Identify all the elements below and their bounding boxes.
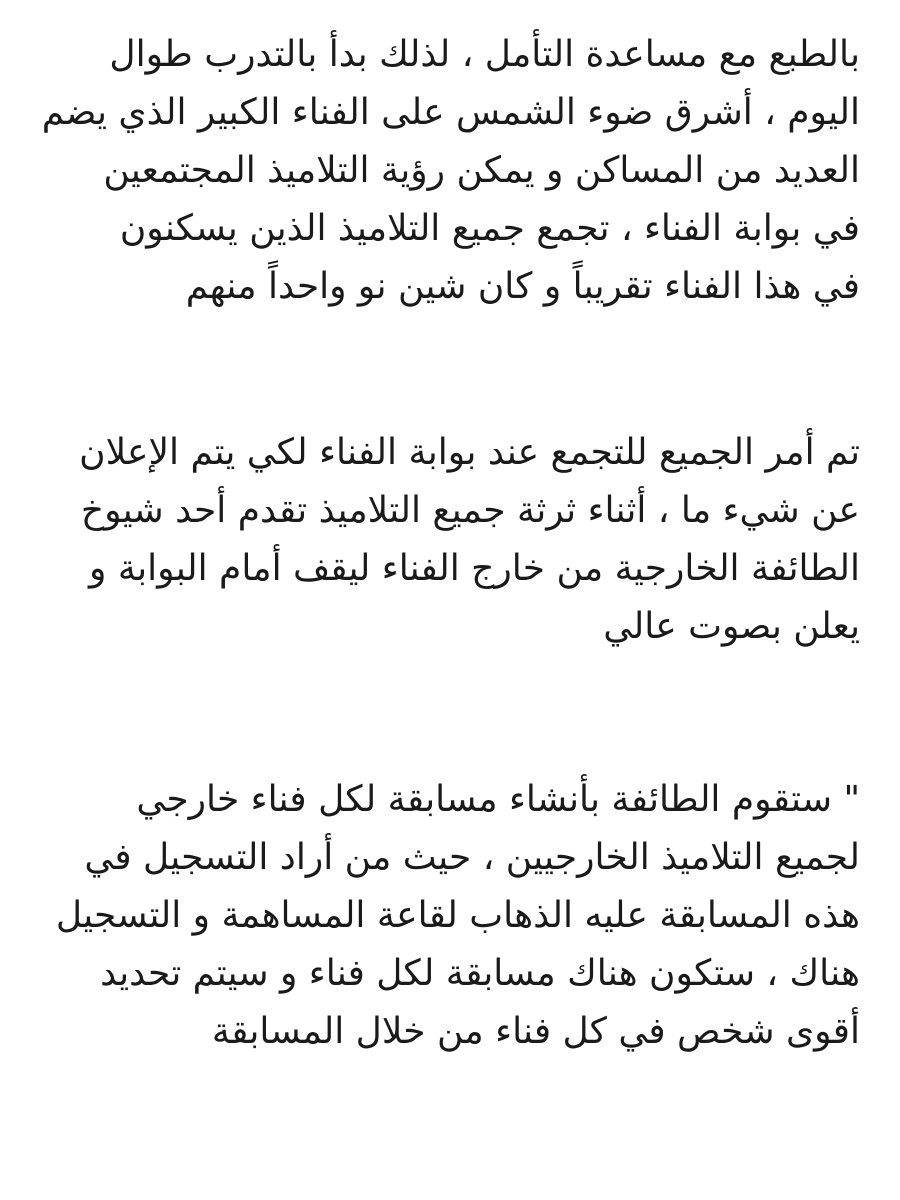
paragraph-line: هناك ، ستكون هناك مسابقة لكل فناء و سيتم تحديد [100, 953, 860, 994]
paragraph-line: الطائفة الخارجية من خارج الفناء ليقف أمام البوابة و [89, 548, 860, 589]
paragraph-1 [40, 26, 860, 316]
paragraph-line: لجميع التلاميذ الخارجيين ، حيث من أراد التسجيل في [84, 837, 860, 878]
paragraph-line: العديد من المساكن و يمكن رؤية التلاميذ المجتمعين [103, 150, 860, 191]
paragraph-3 [40, 771, 860, 1061]
paragraph-line: هذه المسابقة عليه الذهاب لقاعة المساهمة و التسجيل [55, 895, 860, 936]
paragraph-line: بالطبع مع مساعدة التأمل ، لذلك بدأ بالتدرب طوال [109, 34, 860, 75]
paragraph-line: يعلن بصوت عالي [603, 606, 860, 647]
paragraph-line: اليوم ، أشرق ضوء الشمس على الفناء الكبير الذي يضم [41, 92, 860, 133]
paragraph-2 [40, 424, 860, 656]
paragraph-line: أقوى شخص في كل فناء من خلال المسابقة [211, 1011, 860, 1052]
paragraph-line: تم أمر الجميع للتجمع عند بوابة الفناء لكي يتم الإعلان [79, 432, 860, 473]
paragraph-line: في بوابة الفناء ، تجمع جميع التلاميذ الذين يسكنون [119, 208, 860, 249]
paragraph-line: عن شيء ما ، أثناء ثرثة جميع التلاميذ تقدم أحد شيوخ [80, 490, 860, 531]
paragraph-line: " ستقوم الطائفة بأنشاء مسابقة لكل فناء خارجي [136, 779, 860, 820]
paragraph-line: في هذا الفناء تقريباً و كان شين نو واحداً منهم [185, 266, 860, 307]
